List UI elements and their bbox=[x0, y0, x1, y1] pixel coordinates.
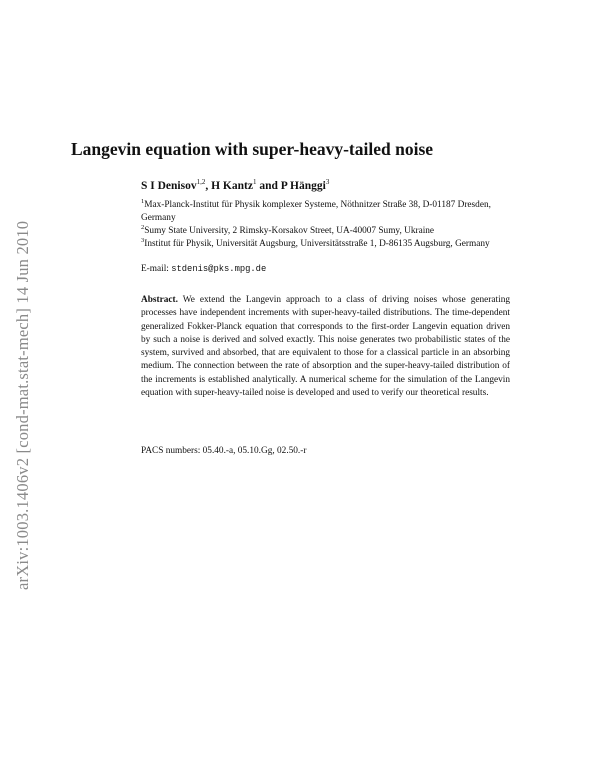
paper-title: Langevin equation with super-heavy-tailed noise bbox=[71, 139, 434, 159]
arxiv-identifier: arXiv:1003.1406v2 [cond-mat.stat-mech] 14 Jun 2010 bbox=[13, 220, 32, 590]
affiliation-mark: 2 bbox=[141, 224, 145, 231]
author-name: S I Denisov bbox=[141, 179, 197, 192]
abstract-text: We extend the Langevin approach to a class of driving noises whose generating processes have independent increments with super-heavy-tailed distributions. The time-dependent generalized Fokker-Planck equation that corresponds to the first-order Langevin equation driven by such a noise is derived and solved exactly. This noise generates two probabilistic states of the system, survived and absorbed, that are equivalent to those for a classical particle in an absorbing medium. The connection between the rate of absorption and the super-heavy-tailed distribution of the increments is established analytically. A numerical scheme for the simulation of the Langevin equation with super-heavy-tailed noise is developed and used to verify our theoretical results. bbox=[141, 295, 510, 399]
affiliation-text: Max-Planck-Institut für Physik komplexer Systeme, Nöthnitzer Straße 38, D-01187 Dresden, Germany bbox=[141, 200, 491, 224]
abstract bbox=[141, 294, 510, 400]
author-name: P Hänggi bbox=[280, 179, 326, 192]
pacs-numbers: PACS numbers: 05.40.-a, 05.10.Gg, 02.50.-r bbox=[141, 446, 307, 456]
affiliation bbox=[141, 234, 511, 251]
author-separator: and bbox=[256, 179, 281, 192]
email-address[interactable]: stdenis@pks.mpg.de bbox=[171, 264, 267, 274]
arxiv-sidebar-stamp bbox=[10, 150, 40, 590]
affiliation-text: Sumy State University, 2 Rimsky-Korsakov Street, UA-40007 Sumy, Ukraine bbox=[144, 226, 435, 237]
affiliation-mark: 1 bbox=[141, 198, 145, 205]
contact-email bbox=[141, 264, 266, 274]
author-affiliation-mark: 1 bbox=[252, 178, 257, 186]
abstract-label: Abstract. bbox=[141, 295, 178, 305]
author-name: H Kantz bbox=[211, 179, 253, 192]
email-label: E-mail: bbox=[141, 264, 172, 274]
author-separator: , bbox=[205, 179, 212, 192]
affiliation-text: Institut für Physik, Universität Augsburg, Universitätsstraße 1, D-86135 Augsburg, Germany bbox=[144, 239, 490, 250]
affiliation-mark: 3 bbox=[141, 237, 145, 244]
author-affiliation-mark: 3 bbox=[325, 178, 330, 186]
author-affiliation-mark: 1,2 bbox=[196, 178, 206, 186]
author-list bbox=[141, 178, 329, 192]
